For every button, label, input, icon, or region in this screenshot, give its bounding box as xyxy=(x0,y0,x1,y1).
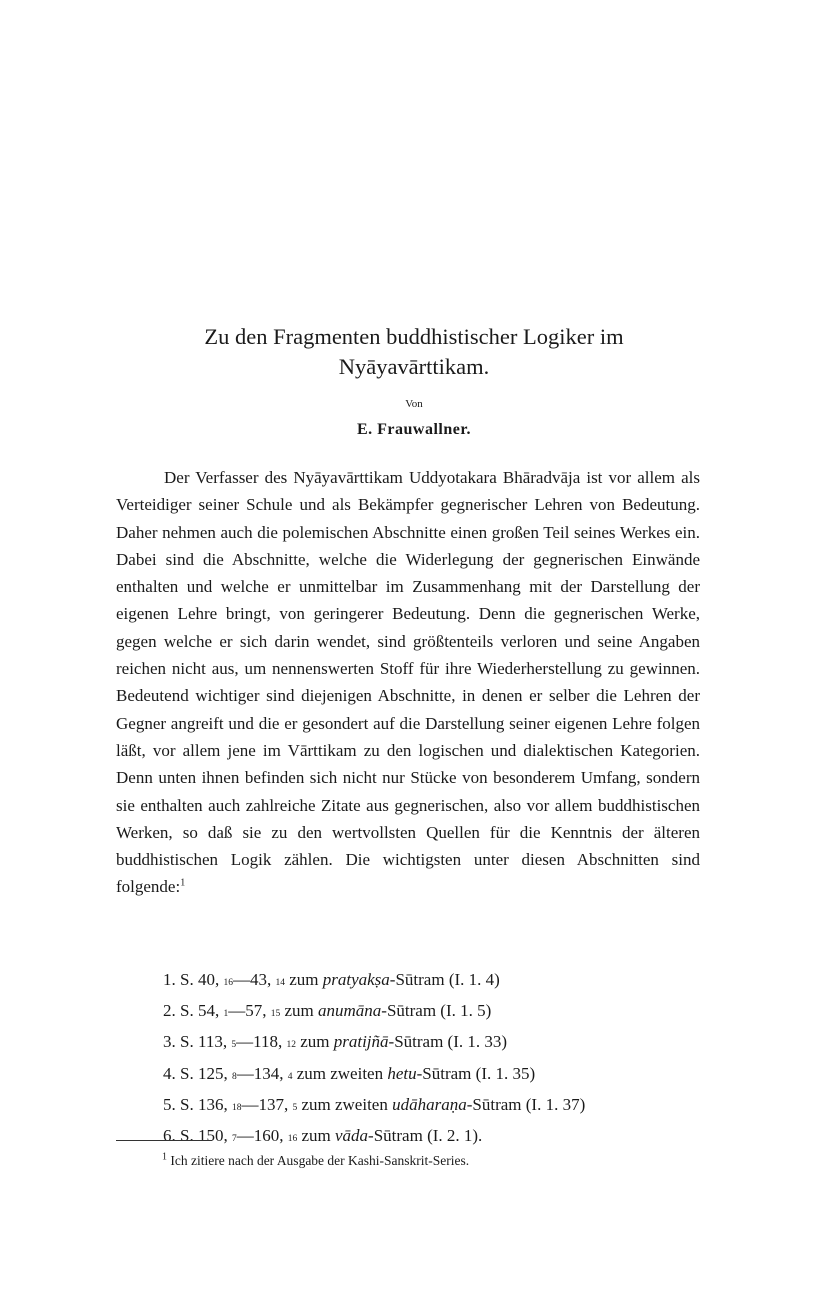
item-to-line: 4 xyxy=(287,1071,293,1082)
item-from-line: 18 xyxy=(231,1102,242,1113)
item-number: 4. xyxy=(163,1063,176,1083)
item-from-line: 7 xyxy=(231,1134,237,1145)
item-pre: zum xyxy=(301,1126,331,1146)
list-item xyxy=(163,966,585,997)
item-from-line: 5 xyxy=(231,1040,237,1051)
item-page: S. 113, xyxy=(180,1032,228,1052)
body-paragraph xyxy=(116,464,700,901)
item-term: pratyakṣa xyxy=(322,970,390,989)
item-post: -Sūtram (I. 1. 33) xyxy=(388,1032,508,1052)
item-pre: zum xyxy=(289,970,319,989)
item-term: pratijñā xyxy=(333,1032,389,1052)
item-term: hetu xyxy=(387,1063,417,1083)
list-item xyxy=(163,1122,585,1153)
footnote-divider xyxy=(116,1140,212,1141)
item-post: -Sūtram (I. 1. 37) xyxy=(466,1094,586,1114)
item-from-line: 1 xyxy=(223,1009,229,1020)
section-list xyxy=(163,966,585,1153)
item-to: —57, xyxy=(228,1001,267,1021)
item-to: —134, xyxy=(236,1063,284,1083)
item-number: 5. xyxy=(163,1094,176,1114)
footnote xyxy=(162,1153,469,1169)
item-term: udāharaṇa xyxy=(392,1094,467,1114)
item-from-line: 16 xyxy=(223,978,233,988)
item-page: S. 150, xyxy=(180,1126,228,1146)
item-number: 6. xyxy=(163,1126,176,1146)
item-pre: zum xyxy=(284,1001,314,1021)
list-item xyxy=(163,1060,585,1091)
item-page: S. 54, xyxy=(180,1001,220,1021)
item-post: -Sūtram (I. 2. 1). xyxy=(368,1126,483,1146)
item-to: —118, xyxy=(236,1032,283,1052)
list-item xyxy=(163,997,585,1028)
author-name: E. Frauwallner. xyxy=(356,421,472,438)
item-pre: zum xyxy=(300,1032,330,1052)
item-number: 2. xyxy=(163,1001,176,1021)
list-item xyxy=(163,1028,585,1059)
item-pre: zum zweiten xyxy=(296,1063,384,1083)
item-to: —137, xyxy=(241,1094,289,1114)
list-item xyxy=(163,1091,585,1122)
item-page: S. 40, xyxy=(180,970,220,989)
item-term: anumāna xyxy=(318,1001,382,1021)
title-line-1: Zu den Fragmenten buddhistischer Logiker im xyxy=(204,324,624,349)
item-to-line: 15 xyxy=(270,1009,281,1020)
item-page: S. 125, xyxy=(180,1063,228,1083)
footnote-marker: 1 xyxy=(162,1151,167,1163)
item-to-line: 12 xyxy=(286,1040,296,1051)
title-line-2: Nyāyavārttikam. xyxy=(338,354,490,379)
item-number: 1. xyxy=(163,970,176,989)
footnote-reference: 1 xyxy=(180,877,186,889)
item-post: -Sūtram (I. 1. 4) xyxy=(389,970,500,989)
item-term: vāda xyxy=(335,1126,369,1146)
paragraph-text: Der Verfasser des Nyāyavārttikam Uddyotakara Bhāradvāja ist vor allem als Verteidiger seiner Schule und als Bekämpfer gegnerischer Lehren von Bedeutung. Daher nehmen auch die polemischen Abschnitte einen großen Teil seines Werkes ein. Dabei sind die Abschnitte, welche die Widerlegung der gegnerischen Einwände enthalten und welche er unmittelbar im Zusammenhang mit der Darstellung der eigenen Lehre bringt, von geringerer Bedeutung. Denn die gegnerischen Werke, gegen welche er sich darin wendet, sind größtenteils verloren und seine Angaben reichen nicht aus, um nennenswerten Stoff für ihre Wiederherstellung zu gewinnen. Bedeutend wichtiger sind diejenigen Abschnitte, in denen er selber die Lehren der Gegner angreift und die er gesondert auf die Darstellung seiner eigenen Lehre folgen läßt, vor allem jene im Vārttikam zu den logischen und dialektischen Kategorien. Denn unten ihnen befinden sich nicht nur Stücke von besonderem Umfang, sondern sie enthalten auch zahlreiche Zitate aus gegnerischen, also vor allem buddhistischen Werken, so daß sie zu den wertvollsten Quellen für die Kenntnis der älteren buddhistischen Logik zählen. Die wichtigsten unter diesen Abschnitten sind folgende: xyxy=(116,468,700,897)
item-number: 3. xyxy=(163,1032,176,1052)
footnote-text: Ich zitiere nach der Ausgabe der Kashi-Sanskrit-Series. xyxy=(170,1153,470,1168)
article-title xyxy=(0,322,828,382)
item-page: S. 136, xyxy=(180,1094,228,1114)
item-pre: zum zweiten xyxy=(301,1094,388,1114)
item-post: -Sūtram (I. 1. 35) xyxy=(416,1063,536,1083)
byline-von: Von xyxy=(405,398,423,410)
item-to: —160, xyxy=(236,1126,284,1146)
item-post: -Sūtram (I. 1. 5) xyxy=(381,1001,492,1021)
item-to-line: 5 xyxy=(292,1102,298,1113)
item-from-line: 8 xyxy=(231,1071,237,1082)
item-to: —43, xyxy=(232,970,272,989)
item-to-line: 16 xyxy=(287,1134,298,1145)
item-to-line: 14 xyxy=(275,978,285,988)
